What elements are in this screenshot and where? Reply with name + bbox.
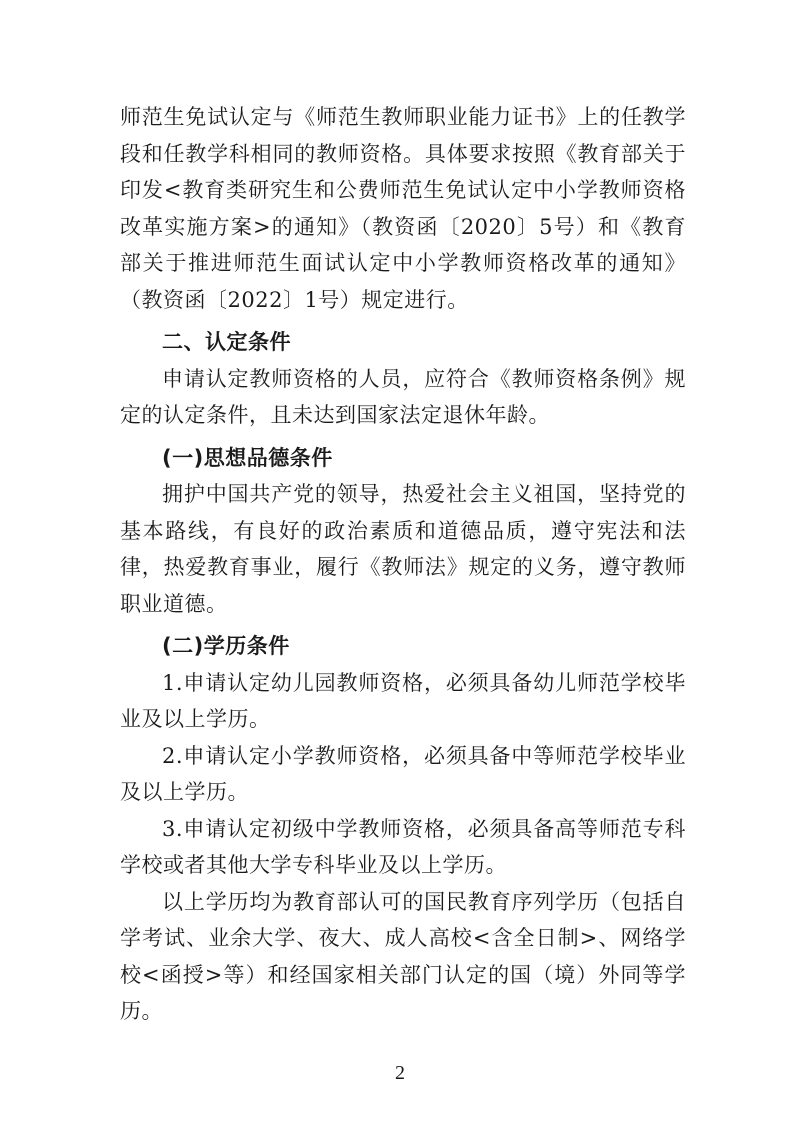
document-body <box>120 99 686 1030</box>
page-number: 2 <box>395 1062 405 1084</box>
list-item-junior-middle-school: 3.申请认定初级中学教师资格，必须具备高等师范专科学校或者其他大学专科毕业及以上学历。 <box>120 816 686 877</box>
paragraph-education-recognition: 以上学历均为教育部认可的国民教育序列学历（包括自学考试、业余大学、夜大、成人高校<含全日制>、网络学校<函授>等）和经国家相关部门认定的国（境）外同等学历。 <box>120 889 686 1023</box>
list-item-kindergarten: 1.申请认定幼儿园教师资格，必须具备幼儿师范学校毕业及以上学历。 <box>120 670 686 731</box>
paragraph-teacher-certification-exemption: 师范生免试认定与《师范生教师职业能力证书》上的任教学段和任教学科相同的教师资格。具体要求按照《教育部关于印发<教育类研究生和公费师范生免试认定中小学教师资格改革实施方案>的通知》（教资函〔2020〕5号）和《教育部关于推进师范生面试认定中小学教师资格改革的通知》（教资函〔2022〕1号）规定进行。 <box>120 105 686 312</box>
paragraph-moral-conditions: 拥护中国共产党的领导，热爱社会主义祖国，坚持党的基本路线，有良好的政治素质和道德品质，遵守宪法和法律，热爱教育事业，履行《教师法》规定的义务，遵守教师职业道德。 <box>120 482 686 616</box>
subheading-moral-conditions: (一)思想品德条件 <box>162 445 333 470</box>
paragraph-certification-conditions: 申请认定教师资格的人员，应符合《教师资格条例》规定的认定条件，且未达到国家法定退休年龄。 <box>120 366 686 427</box>
section-heading-certification-conditions: 二、认定条件 <box>162 330 291 354</box>
subheading-education-conditions: (二)学历条件 <box>162 634 290 658</box>
list-item-primary-school: 2.申请认定小学教师资格，必须具备中等师范学校毕业及以上学历。 <box>120 743 686 804</box>
